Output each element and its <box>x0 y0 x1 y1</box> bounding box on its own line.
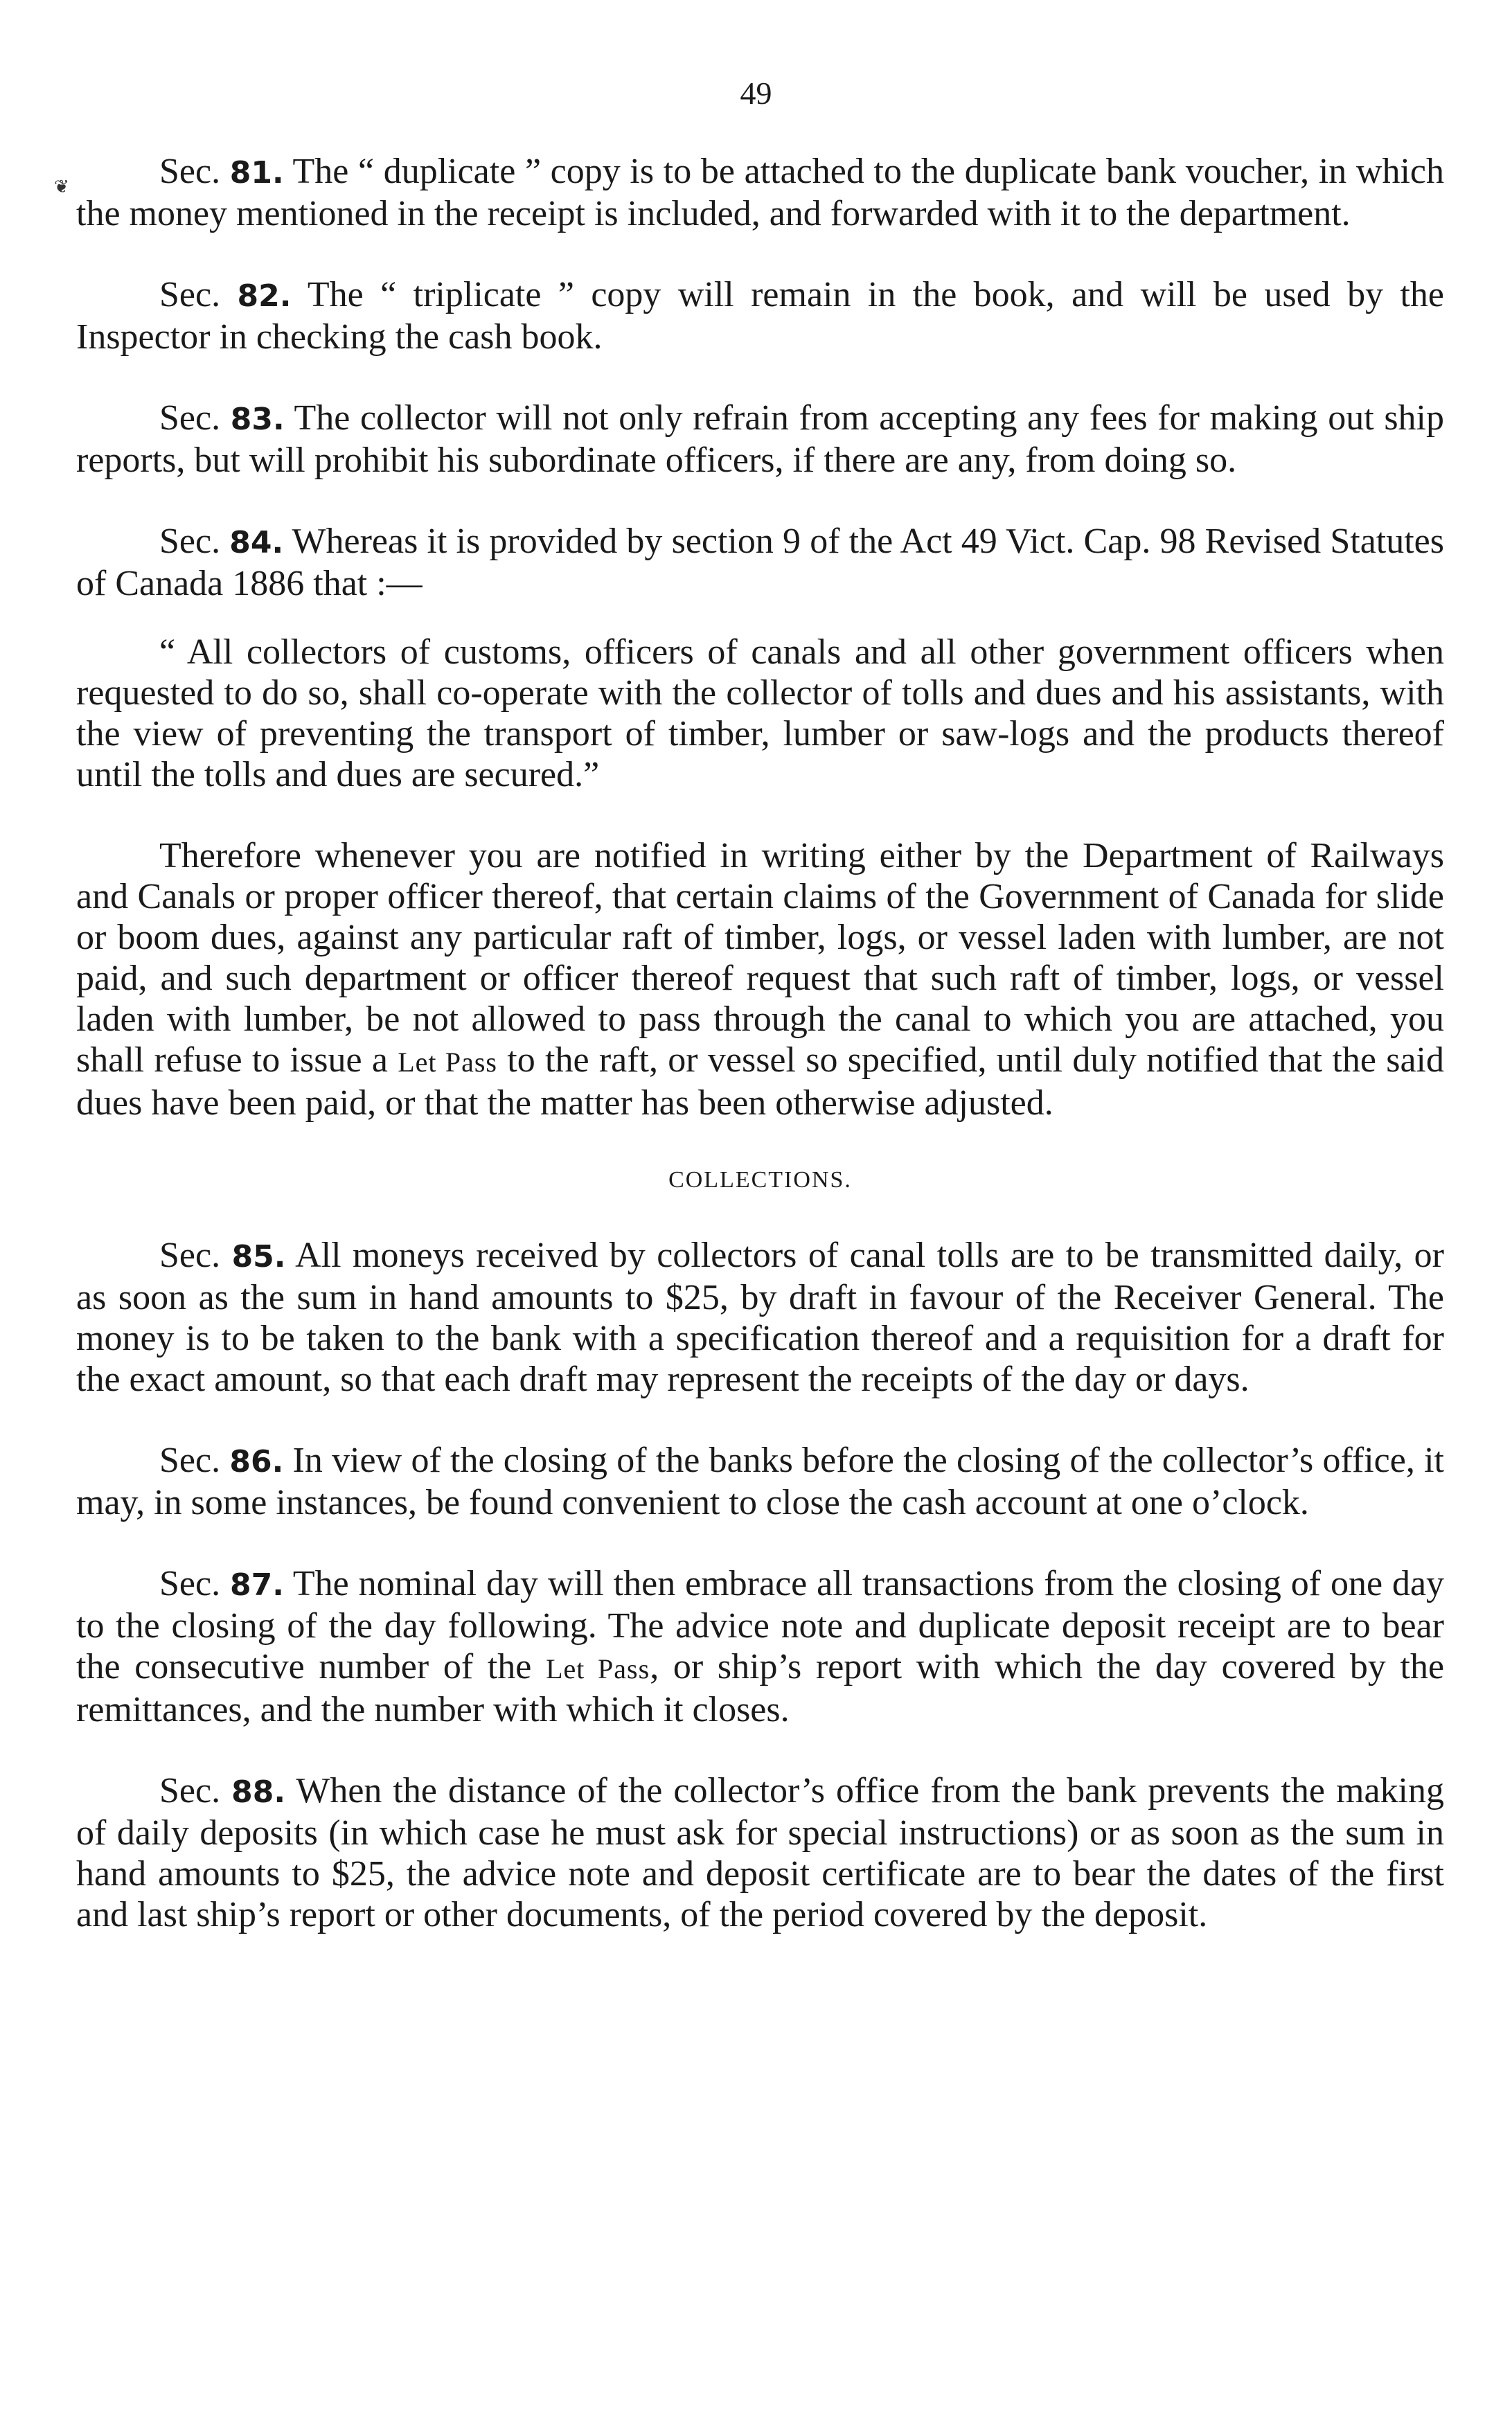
section-number: 88. <box>231 1774 286 1810</box>
section-number: 82. <box>237 278 292 314</box>
section-text: In view of the closing of the banks before the closing of the collector’s office, it may, in some instances, be found convenient to close the cash account at one o’clock. <box>76 1441 1444 1522</box>
body-text <box>76 151 1444 1975</box>
section-text: When the distance of the collector’s office from the bank prevents the making of daily deposits (in which case he must ask for special instructions) or as soon as the sum in hand amounts to $25, the advice note and deposit certificate are to bear the dates of the first and last ship’s report or other documents, of the period covered by the deposit. <box>76 1771 1444 1934</box>
statute-quotation: “ All collectors of customs, officers of canals and all other government officers when requested to do so, shall co-operate with the collector of tolls and dues and his assistants, with the view of preventing the transport of timber, lumber or saw-logs and the products thereof until the tolls and dues are secured.” <box>76 632 1444 794</box>
section-text: The collector will not only refrain from accepting any fees for making out ship reports, but will prohibit his subordinate officers, if there are any, from doing so. <box>76 398 1445 480</box>
section-84-paragraph <box>76 521 1444 604</box>
page-number: 49 <box>740 75 772 111</box>
section-number: 81. <box>229 155 284 190</box>
section-label: Sec. <box>159 398 221 438</box>
let-pass-term: Let Pass <box>398 1047 497 1078</box>
collections-heading: COLLECTIONS. <box>668 1167 852 1193</box>
section-number: 85. <box>231 1239 286 1274</box>
therefore-paragraph <box>76 835 1444 1123</box>
section-label: Sec. <box>159 1771 221 1810</box>
section-label: Sec. <box>159 1236 221 1275</box>
section-number: 83. <box>230 402 285 437</box>
section-text: The “ duplicate ” copy is to be attached to the duplicate bank voucher, in which the money mentioned in the receipt is included, and forwarded with it to the department. <box>76 152 1445 233</box>
section-text: The “ triplicate ” copy will remain in the book, and will be used by the Inspector in checking the cash book. <box>76 275 1445 357</box>
section-87-paragraph <box>76 1563 1444 1730</box>
section-label: Sec. <box>159 522 221 561</box>
section-text: Whereas it is provided by section 9 of the Act 49 Vict. Cap. 98 Revised Statutes of Canada 1886 that :— <box>76 522 1445 603</box>
section-label: Sec. <box>159 275 221 314</box>
section-label: Sec. <box>159 152 221 191</box>
section-text: All moneys received by collectors of canal tolls are to be transmitted daily, or as soon as the sum in hand amounts to $25, by draft in favour of the Receiver General. The money is to be taken to the bank with a specification thereof and a requisition for a draft for the exact amount, so that each draft may represent the receipts of the day or days. <box>76 1236 1444 1399</box>
paragraph-text-start: Therefore whenever you are notified in writing either by the Department of Railways and Canals or proper officer thereof, that certain claims of the Government of Canada for slide or boom dues, against any particular raft of timber, logs, or vessel laden with lumber, are not paid, and such department or officer thereof request that such raft of timber, logs, or vessel laden with lumber, be not allowed to pass through the canal to which you are attached, you shall refuse to issue a <box>76 836 1444 1080</box>
section-text-start: The nominal day will then embrace all transactions from the closing of one day to the closing of the day following. The advice note and duplicate deposit receipt are to bear the consecutive number of the <box>76 1564 1445 1687</box>
section-number: 87. <box>230 1567 284 1603</box>
section-label: Sec. <box>159 1441 221 1480</box>
margin-mark: ❦ <box>54 177 69 197</box>
section-85-paragraph <box>76 1235 1444 1400</box>
section-81-paragraph <box>76 151 1444 234</box>
section-number: 84. <box>229 525 284 560</box>
section-text-end: , or ship’s report with which the day covered by the remittances, and the number with which it closes. <box>76 1647 1445 1729</box>
paragraph-text-end: to the raft, or vessel so specified, until duly notified that the said dues have been paid, or that the matter has been otherwise adjusted. <box>76 1040 1445 1123</box>
section-83-paragraph <box>76 398 1444 481</box>
section-label: Sec. <box>159 1564 221 1603</box>
section-number: 86. <box>229 1444 284 1479</box>
section-88-paragraph <box>76 1770 1444 1935</box>
section-86-paragraph <box>76 1440 1444 1523</box>
section-82-paragraph <box>76 274 1444 357</box>
let-pass-term: Let Pass <box>546 1653 650 1684</box>
